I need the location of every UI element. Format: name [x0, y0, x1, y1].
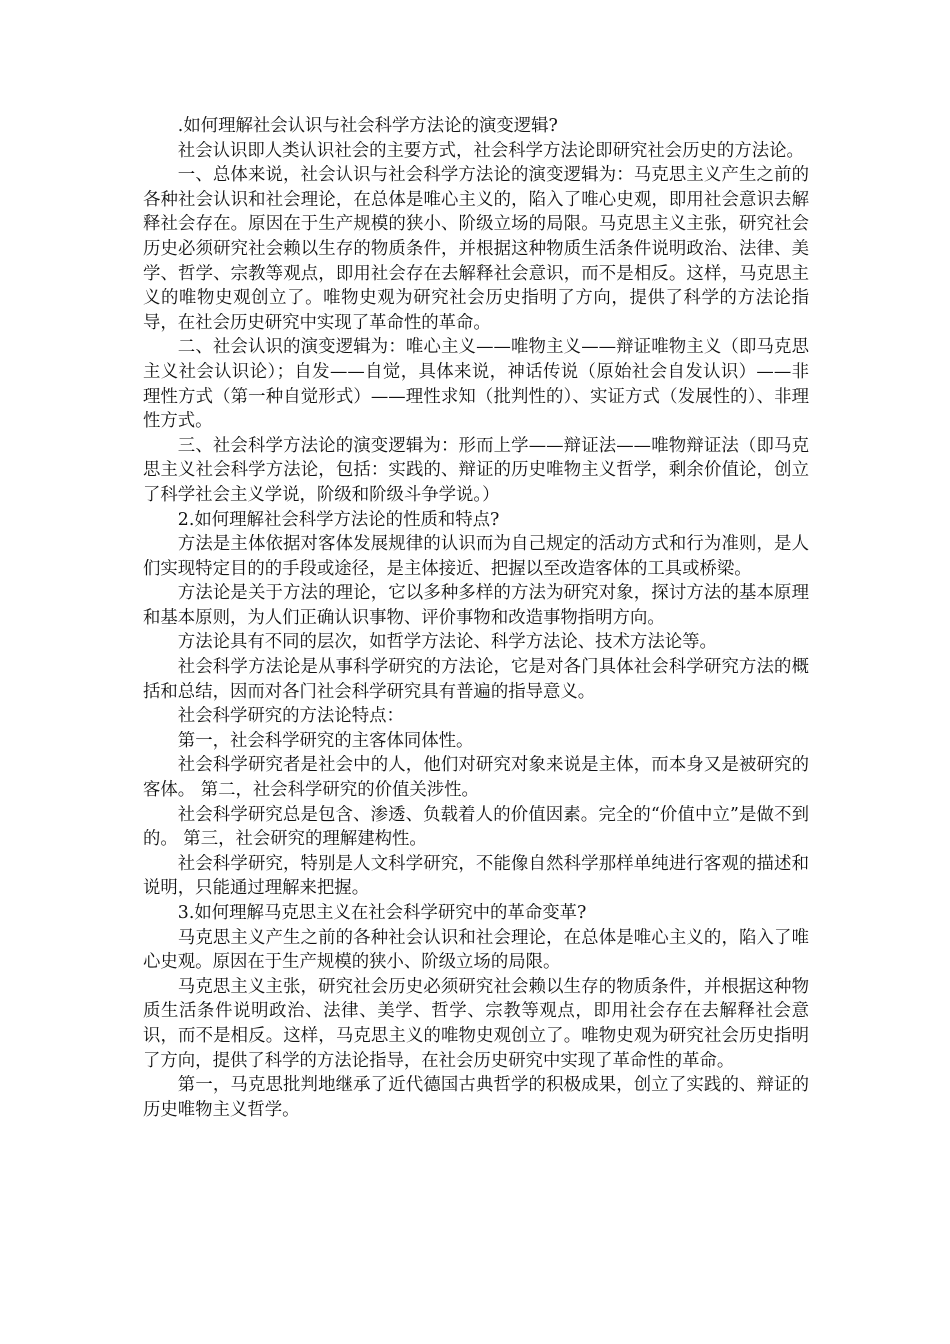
paragraph-social-science-methodology: 社会科学方法论是从事科学研究的方法论，它是对各门具体社会科学研究方法的概括和总结，因而对各门社会科学研究具有普遍的指导意义。	[143, 657, 809, 702]
paragraph-methodology-levels: 方法论具有不同的层次，如哲学方法论、科学方法论、技术方法论等。	[177, 632, 717, 653]
document-body	[143, 114, 809, 1122]
paragraph-feature-three-detail: 社会科学研究，特别是人文科学研究，不能像自然科学那样单纯进行客观的描述和说明，只能通过理解来把握。	[143, 853, 809, 899]
paragraph-first-point: 第一，马克思批判地继承了近代德国古典哲学的积极成果，创立了实践的、辩证的历史唯物主义哲学。	[143, 1075, 809, 1120]
question-1-title: .如何理解社会认识与社会科学方法论的演变逻辑?	[177, 116, 558, 136]
paragraph-pre-marxism: 马克思主义产生之前的各种社会认识和社会理论，在总体是唯心主义的，陷入了唯心史观。原因在于生产规模的狭小、阶级立场的局限。	[143, 927, 809, 973]
paragraph-feature-one: 第一，社会科学研究的主客体同体性。	[177, 730, 474, 751]
question-2-title: 2.如何理解社会科学方法论的性质和特点?	[177, 509, 500, 530]
paragraph-point-one: 一、总体来说，社会认识与社会科学方法论的演变逻辑为：马克思主义产生之前的各种社会认识和社会理论，在总体是唯心主义的，陷入了唯心史观，即用社会意识去解释社会存在。原因在于生产规模的狭小、阶级立场的局限。马克思主义主张，研究社会历史必须研究社会赖以生存的物质条件，并根据这种物质生活条件说明政治、法律、美学、哲学、宗教等观点，即用社会存在去解释社会意识，而不是相反。这样，马克思主义的唯物史观创立了。唯物史观为研究社会历史指明了方向，提供了科学的方法论指导，在社会历史研究中实现了革命性的革命。	[143, 165, 809, 333]
paragraph-point-two: 二、社会认识的演变逻辑为：唯心主义——唯物主义——辩证唯物主义（即马克思主义社会认识论）；自发——自觉，具体来说，神话传说（原始社会自发认识）——非理性方式（第一种自觉形式）——理性求知（批判性的）、实证方式（发展性的）、非理性方式。	[143, 337, 809, 432]
paragraph-feature-one-detail: 社会科学研究者是社会中的人，他们对研究对象来说是主体，而本身又是被研究的客体。 第二，社会科学研究的价值关涉性。	[143, 755, 809, 801]
paragraph-marxism-position: 马克思主义主张，研究社会历史必须研究社会赖以生存的物质条件，并根据这种物质生活条件说明政治、法律、美学、哲学、宗教等观点，即用社会存在去解释社会意识，而不是相反。这样，马克思主义的唯物史观创立了。唯物史观为研究社会历史指明了方向，提供了科学的方法论指导，在社会历史研究中实现了革命性的革命。	[143, 976, 809, 1071]
paragraph-features-heading: 社会科学研究的方法论特点：	[177, 706, 404, 727]
paragraph-feature-two-detail: 社会科学研究总是包含、渗透、负载着人的价值因素。完全的“价值中立”是做不到的。 第三，社会研究的理解建构性。	[143, 804, 809, 850]
paragraph-definition: 社会认识即人类认识社会的主要方式，社会科学方法论即研究社会历史的方法论。	[177, 140, 804, 161]
paragraph-point-three: 三、社会科学方法论的演变逻辑为：形而上学——辩证法——唯物辩证法（即马克思主义社会科学方法论，包括：实践的、辩证的历史唯物主义哲学，剩余价值论，创立了科学社会主义学说，阶级和阶级斗争学说。）	[143, 435, 809, 505]
question-3-title: 3.如何理解马克思主义在社会科学研究中的革命变革?	[177, 903, 587, 923]
paragraph-methodology-definition: 方法论是关于方法的理论，它以多种多样的方法为研究对象，探讨方法的基本原理和基本原则，为人们正确认识事物、评价事物和改造事物指明方向。	[143, 583, 809, 628]
paragraph-method-definition: 方法是主体依据对客体发展规律的认识而为自己规定的活动方式和行为准则，是人们实现特定目的的手段或途径，是主体接近、把握以至改造客体的工具或桥梁。	[143, 534, 809, 579]
